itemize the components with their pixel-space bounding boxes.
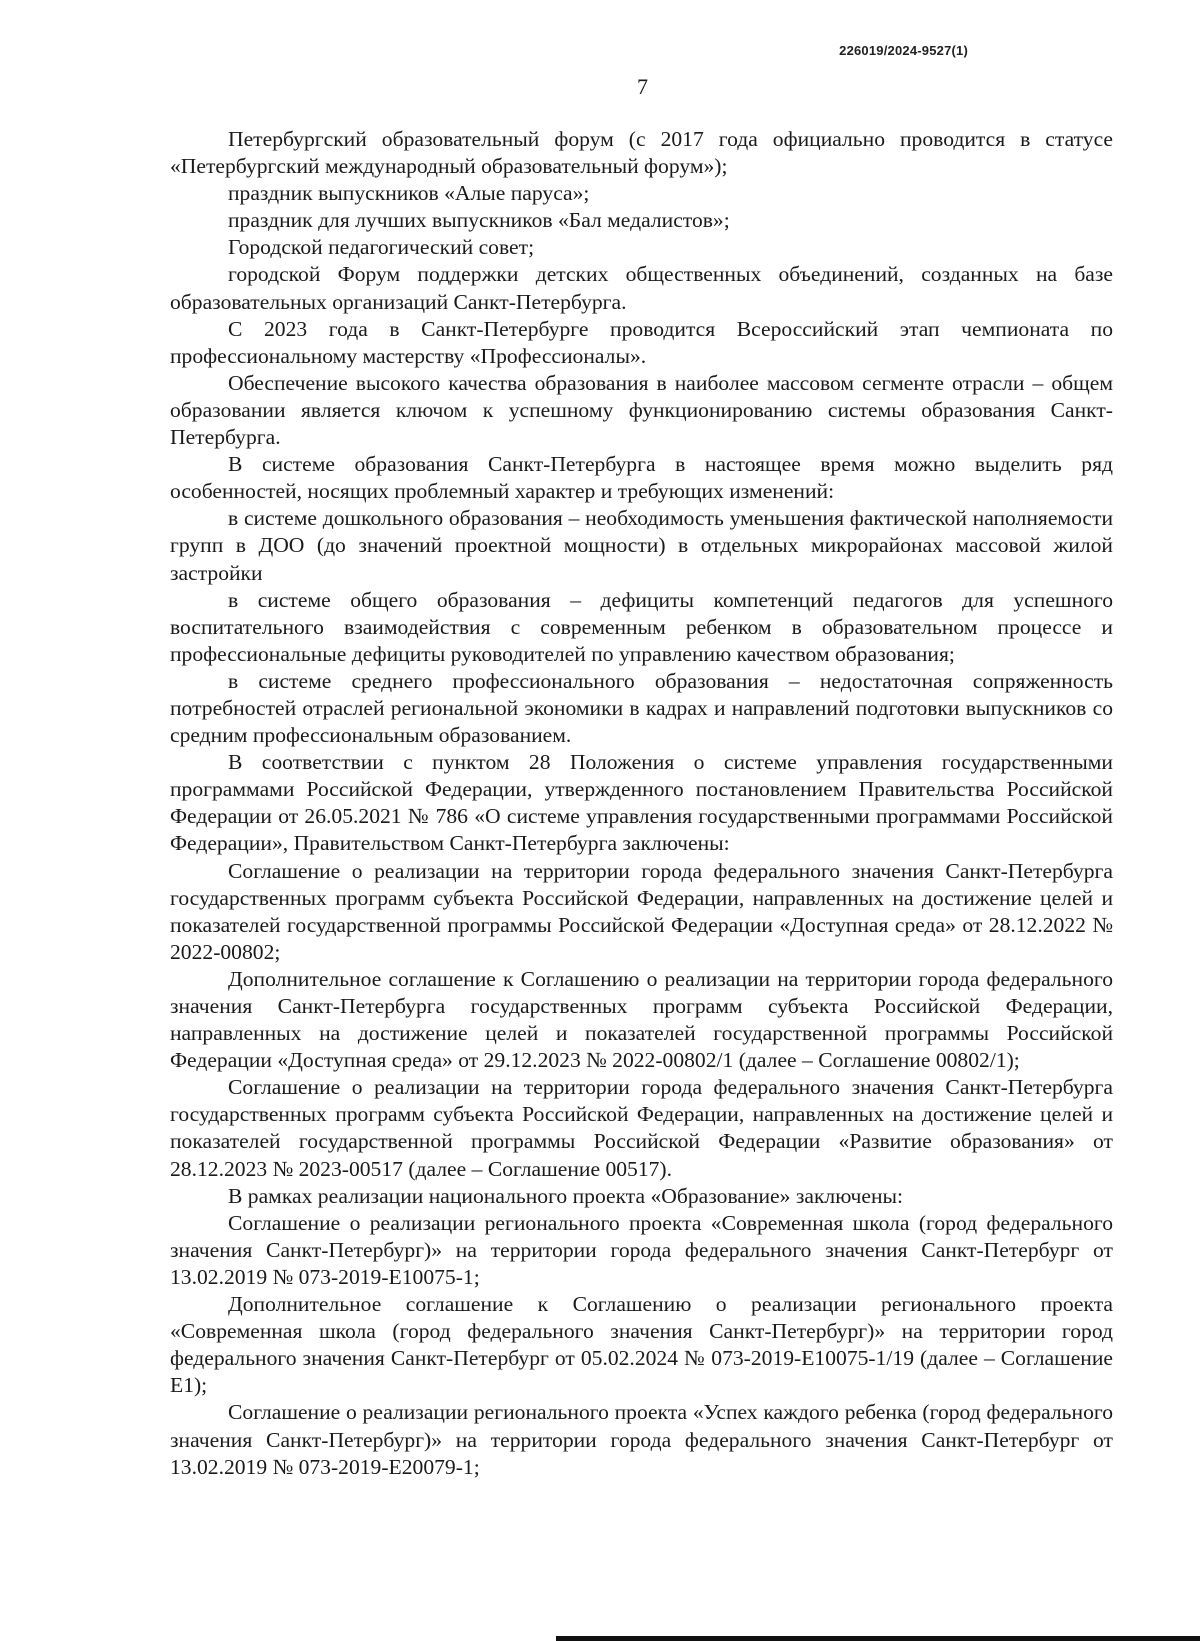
paragraph: В системе образования Санкт-Петербурга в настоящее время можно выделить ряд особенностей, носящих проблемный характер и требующих изменений: — [170, 452, 1113, 504]
paragraph: праздник для лучших выпускников «Бал медалистов»; — [228, 208, 730, 233]
paragraph: В соответствии с пунктом 28 Положения о системе управления государственными программами Российской Федерации, утвержденного постановлением Правительства Российской Федерации от 26.05.2021 № 786 «О системе управления государственными программами Российской Федерации», Правительством Санкт-Петербурга заключены: — [170, 750, 1113, 856]
paragraph: Соглашение о реализации регионального проекта «Успех каждого ребенка (город федерального значения Санкт-Петербург)» на территории города федерального значения Санкт-Петербург от 13.02.2019 № 073-2019-Е20079-1; — [170, 1400, 1113, 1479]
paragraph: в системе общего образования – дефициты компетенций педагогов для успешного воспитательного взаимодействия с современным ребенком в образовательном процессе и профессиональные дефициты руководителей по управлению качеством образования; — [170, 587, 1113, 666]
paragraph: С 2023 года в Санкт-Петербурге проводится Всероссийский этап чемпионата по профессиональному мастерству «Профессионалы». — [170, 316, 1113, 368]
scan-edge-divider — [556, 1636, 1200, 1641]
paragraph: В рамках реализации национального проекта «Образование» заключены: — [228, 1183, 904, 1208]
paragraph: в системе дошкольного образования – необходимость уменьшения фактической наполняемости групп в ДОО (до значений проектной мощности) в отдельных микрорайонах массовой жилой застройки — [170, 506, 1113, 585]
page-number: 7 — [637, 74, 648, 99]
paragraph: в системе среднего профессионального образования – недостаточная сопряженность потребностей отраслей региональной экономики в кадрах и направлений подготовки выпускников со средним профессиональным образованием. — [170, 668, 1113, 748]
paragraph: Соглашение о реализации регионального проекта «Современная школа (город федерального значения Санкт-Петербург)» на территории города федерального значения Санкт-Петербург от 13.02.2019 № 073-2019-Е10075-1; — [170, 1210, 1113, 1289]
paragraph: праздник выпускников «Алые паруса»; — [228, 181, 590, 206]
paragraph: Соглашение о реализации на территории города федерального значения Санкт-Петербурга государственных программ субъекта Российской Федерации, направленных на достижение целей и показателей государственной программы Российской Федерации «Развитие образования» от 28.12.2023 № 2023-00517 (далее – Соглашение 00517). — [170, 1075, 1113, 1181]
paragraph: Обеспечение высокого качества образования в наиболее массовом сегменте отрасли – общем образовании является ключом к успешному функционированию системы образования Санкт-Петербурга. — [170, 370, 1113, 450]
paragraph: Городской педагогический совет; — [228, 235, 535, 260]
paragraph: Петербургский образовательный форум (с 2017 года официально проводится в статусе «Петербургский международный образовательный форум»); — [170, 127, 1113, 179]
paragraph: Дополнительное соглашение к Соглашению о реализации на территории города федерального значения Санкт-Петербурга государственных программ субъекта Российской Федерации, направленных на достижение целей и показателей государственной программы Российской Федерации «Доступная среда» от 29.12.2023 № 2022-00802/1 (далее – Соглашение 00802/1); — [170, 966, 1113, 1073]
paragraph: городской Форум поддержки детских общественных объединений, созданных на базе образовательных организаций Санкт-Петербурга. — [170, 262, 1113, 314]
paragraph: Соглашение о реализации на территории города федерального значения Санкт-Петербурга государственных программ субъекта Российской Федерации, направленных на достижение целей и показателей государственной программы Российской Федерации «Доступная среда» от 28.12.2022 № 2022-00802; — [170, 858, 1113, 964]
paragraph: Дополнительное соглашение к Соглашению о реализации регионального проекта «Современная школа (город федерального значения Санкт-Петербург)» на территории город федерального значения Санкт-Петербург от 05.02.2024 № 073-2019-Е10075-1/19 (далее – Соглашение Е1); — [170, 1292, 1113, 1398]
document-id: 226019/2024-9527(1) — [839, 43, 968, 58]
document-body — [170, 126, 1113, 1481]
